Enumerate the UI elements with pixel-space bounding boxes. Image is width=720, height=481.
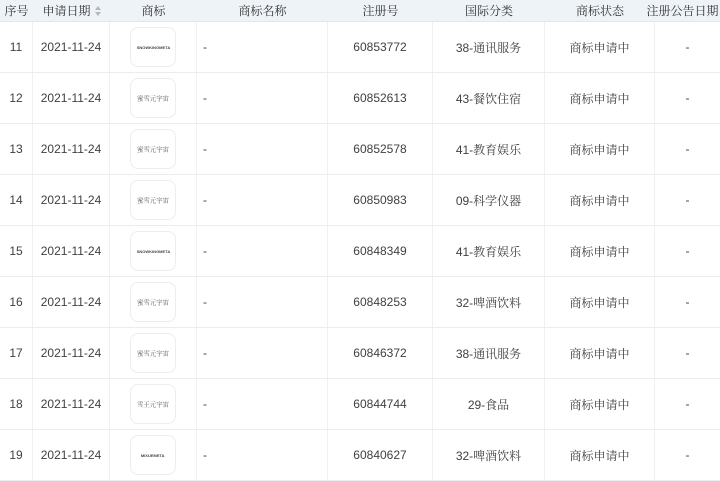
trademark-image-text: 雪王元宇宙 — [137, 400, 169, 408]
trademark-cell — [110, 226, 197, 276]
trademark-image[interactable] — [130, 435, 176, 475]
table-row — [0, 22, 720, 73]
intl-class: 43-餐饮住宿 — [433, 73, 545, 123]
trademark-cell — [110, 175, 197, 225]
row-index: 14 — [0, 175, 33, 225]
apply-date: 2021-11-24 — [33, 73, 110, 123]
header-trademark-name — [197, 0, 328, 21]
row-index: 19 — [0, 430, 33, 480]
trademark-name: - — [197, 277, 328, 327]
trademark-status: 商标申请中 — [545, 430, 655, 480]
trademark-image[interactable] — [130, 282, 176, 322]
intl-class: 38-通讯服务 — [433, 22, 545, 72]
announce-date: - — [685, 40, 690, 54]
trademark-cell — [110, 277, 197, 327]
header-apply-date[interactable] — [33, 0, 110, 21]
apply-date: 2021-11-24 — [33, 175, 110, 225]
apply-date: 2021-11-24 — [33, 277, 110, 327]
trademark-status: 商标申请中 — [545, 124, 655, 174]
trademark-cell — [110, 328, 197, 378]
row-index: 17 — [0, 328, 33, 378]
row-index: 11 — [0, 22, 33, 72]
registration-number: 60846372 — [328, 328, 433, 378]
trademark-name: - — [197, 328, 328, 378]
sort-icon[interactable] — [95, 6, 101, 16]
header-trademark-label: 商标 — [141, 4, 166, 18]
registration-number: 60848349 — [328, 226, 433, 276]
header-trademark-name-label: 商标名称 — [238, 4, 287, 18]
trademark-status: 商标申请中 — [545, 328, 655, 378]
trademark-cell — [110, 73, 197, 123]
header-apply-date-label: 申请日期 — [42, 4, 91, 18]
trademark-name: - — [197, 73, 328, 123]
registration-number: 60848253 — [328, 277, 433, 327]
apply-date: 2021-11-24 — [33, 22, 110, 72]
table-row — [0, 226, 720, 277]
intl-class: 32-啤酒饮料 — [433, 430, 545, 480]
trademark-image-text: 蜜雪元宇宙 — [137, 145, 169, 153]
row-index: 15 — [0, 226, 33, 276]
trademark-name: - — [197, 22, 328, 72]
trademark-image[interactable] — [130, 180, 176, 220]
trademark-image[interactable] — [130, 27, 176, 67]
intl-class: 41-教育娱乐 — [433, 226, 545, 276]
trademark-image[interactable] — [130, 384, 176, 424]
header-announce-date[interactable] — [646, 0, 720, 21]
trademark-image[interactable] — [130, 78, 176, 118]
row-index: 18 — [0, 379, 33, 429]
header-reg-no — [328, 0, 433, 21]
trademark-image[interactable] — [130, 333, 176, 373]
trademark-image-text: 蜜雪元宇宙 — [137, 94, 169, 102]
trademark-cell — [110, 379, 197, 429]
apply-date: 2021-11-24 — [33, 328, 110, 378]
header-index-label: 序号 — [4, 4, 29, 18]
trademark-image[interactable] — [130, 231, 176, 271]
announce-date: - — [685, 448, 690, 462]
header-reg-no-label: 注册号 — [362, 4, 399, 18]
trademark-image-text: 蜜雪元宇宙 — [137, 196, 169, 204]
trademark-status: 商标申请中 — [545, 22, 655, 72]
header-announce-date-label: 注册公告日期 — [646, 4, 719, 18]
registration-number: 60852613 — [328, 73, 433, 123]
row-index: 12 — [0, 73, 33, 123]
header-trademark — [110, 0, 197, 21]
table-header — [0, 0, 720, 22]
announce-date: - — [685, 346, 690, 360]
trademark-status: 商标申请中 — [545, 226, 655, 276]
apply-date: 2021-11-24 — [33, 226, 110, 276]
table-row — [0, 175, 720, 226]
header-intl-class — [433, 0, 545, 21]
trademark-cell — [110, 430, 197, 480]
header-intl-class-label: 国际分类 — [464, 4, 513, 18]
registration-number: 60853772 — [328, 22, 433, 72]
table-row — [0, 73, 720, 124]
intl-class: 09-科学仪器 — [433, 175, 545, 225]
registration-number: 60840627 — [328, 430, 433, 480]
trademark-cell — [110, 124, 197, 174]
trademark-status: 商标申请中 — [545, 175, 655, 225]
trademark-name: - — [197, 430, 328, 480]
trademark-image-text: SNOWKINGMETA — [136, 44, 170, 50]
trademark-name: - — [197, 124, 328, 174]
trademark-name: - — [197, 226, 328, 276]
table-row — [0, 328, 720, 379]
trademark-status: 商标申请中 — [545, 73, 655, 123]
trademark-status: 商标申请中 — [545, 379, 655, 429]
announce-date: - — [685, 295, 690, 309]
table-row — [0, 124, 720, 175]
header-index — [0, 0, 33, 21]
trademark-name: - — [197, 379, 328, 429]
trademark-image[interactable] — [130, 129, 176, 169]
trademark-image-text: 蜜雪元宇宙 — [137, 349, 169, 357]
announce-date: - — [685, 91, 690, 105]
table-row — [0, 277, 720, 328]
row-index: 16 — [0, 277, 33, 327]
trademark-image-text: 蜜雪元宇宙 — [137, 298, 169, 306]
table-row — [0, 379, 720, 430]
trademark-status: 商标申请中 — [545, 277, 655, 327]
announce-date: - — [685, 244, 690, 258]
trademark-image-text: MIXUEMETA — [141, 452, 165, 458]
announce-date: - — [685, 142, 690, 156]
registration-number: 60844744 — [328, 379, 433, 429]
trademark-cell — [110, 22, 197, 72]
announce-date: - — [685, 397, 690, 411]
registration-number: 60852578 — [328, 124, 433, 174]
trademark-name: - — [197, 175, 328, 225]
row-index: 13 — [0, 124, 33, 174]
apply-date: 2021-11-24 — [33, 430, 110, 480]
trademark-image-text: SNOWKINGMETA — [136, 248, 170, 254]
header-status — [545, 0, 655, 21]
intl-class: 38-通讯服务 — [433, 328, 545, 378]
intl-class: 29-食品 — [433, 379, 545, 429]
table-row — [0, 430, 720, 481]
announce-date: - — [685, 193, 690, 207]
intl-class: 41-教育娱乐 — [433, 124, 545, 174]
apply-date: 2021-11-24 — [33, 379, 110, 429]
header-status-label: 商标状态 — [575, 4, 624, 18]
intl-class: 32-啤酒饮料 — [433, 277, 545, 327]
apply-date: 2021-11-24 — [33, 124, 110, 174]
registration-number: 60850983 — [328, 175, 433, 225]
